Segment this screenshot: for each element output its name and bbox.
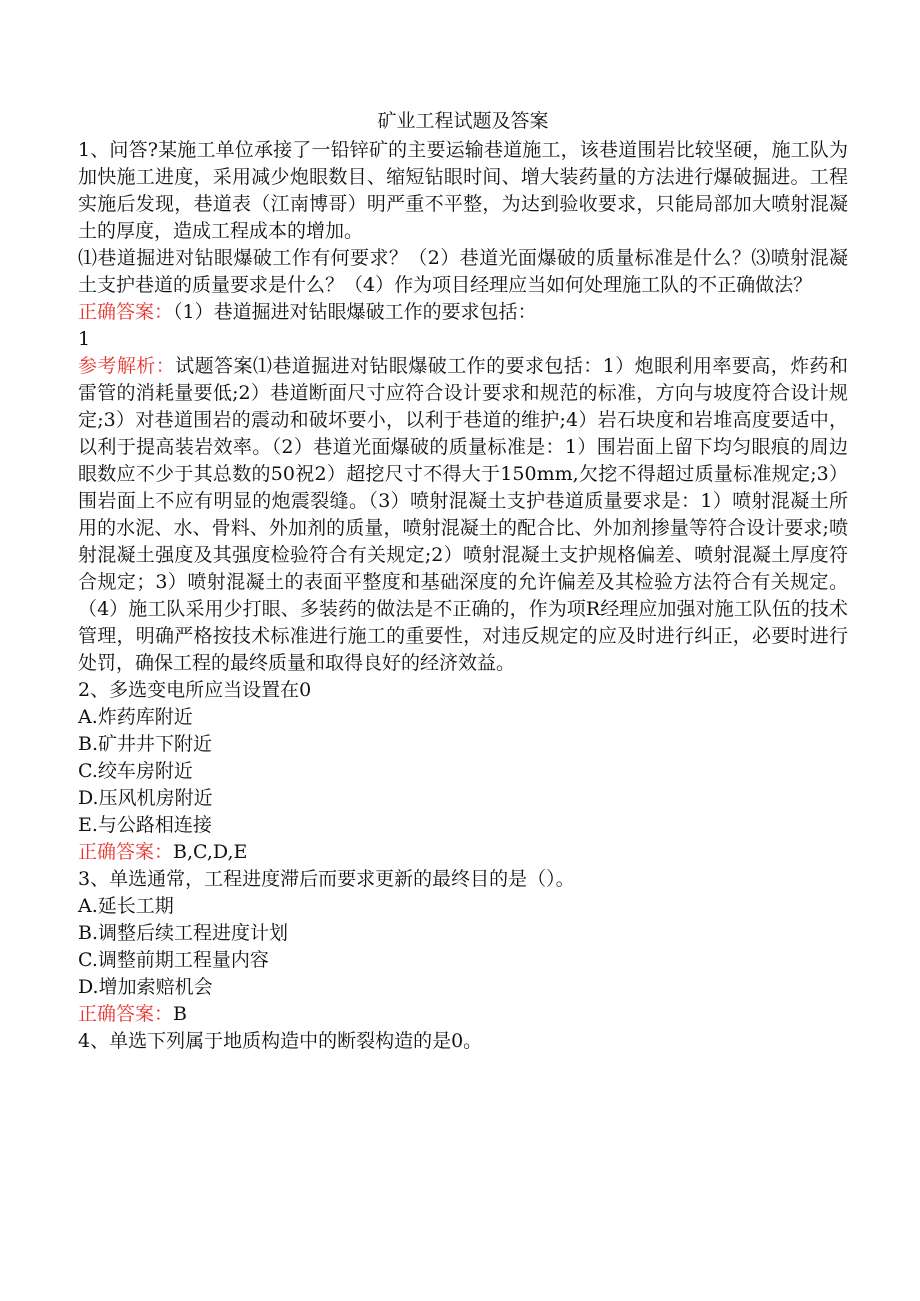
q2-stem: 2、多选变电所应当设置在0	[78, 679, 312, 701]
q4-stem: 4、单选下列属于地质构造中的断裂构造的是0。	[78, 1030, 483, 1052]
q2-option-b: B.矿井井下附近	[78, 733, 213, 755]
q1-analysis	[78, 353, 848, 677]
answer-label: 正确答案：	[78, 301, 174, 323]
q2-option-a: A.炸药库附近	[78, 706, 193, 728]
analysis-label: 参考解析：	[78, 355, 176, 377]
q3-option-b: B.调整后续工程进度计划	[78, 922, 289, 944]
answer-label: 正确答案：	[78, 841, 174, 863]
analysis-text: 试题答案⑴巷道掘进对钻眼爆破工作的要求包括：1）炮眼利用率要高，炸药和雷管的消耗量要低;2）巷道断面尺寸应符合设计要求和规范的标准，方向与坡度符合设计规定;3）对巷道围岩的震动和破坏要小，以利于巷道的维护;4）岩石块度和岩堆高度要适中，以利于提高装岩效率。（2）巷道光面爆破的质量标准是：1）围岩面上留下均匀眼痕的周边眼数应不少于其总数的50祝2）超挖尺寸不得大于150mm,欠挖不得超过质量标准规定;3）围岩面上不应有明显的炮震裂缝。（3）喷射混凝土支护巷道质量要求是：1）喷射混凝土所用的水泥、水、骨料、外加剂的质量，喷射混凝土的配合比、外加剂掺量等符合设计要求;喷射混凝土强度及其强度检验符合有关规定;2）喷射混凝土支护规格偏差、喷射混凝土厚度符合规定；3）喷射混凝土的表面平整度和基础深度的允许偏差及其检验方法符合有关规定。（4）施工队采用少打眼、多装药的做法是不正确的，作为项R经理应加强对施工队伍的技术管理，明确严格按技术标准进行施工的重要性，对违反规定的应及时进行纠正，必要时进行处罚，确保工程的最终质量和取得良好的经济效益。	[78, 355, 848, 674]
document-page	[78, 108, 848, 1055]
q3-answer	[78, 1001, 848, 1028]
answer-label: 正确答案：	[78, 1003, 174, 1025]
q2-answer	[78, 839, 848, 866]
q3-option-a: A.延长工期	[78, 895, 174, 917]
q1-stem: 1、问答?某施工单位承接了一铅锌矿的主要运输巷道施工，该巷道围岩比较坚硬，施工队为加快施工进度，采用减少炮眼数目、缩短钻眼时间、增大装药量的方法进行爆破掘进。工程实施后发现，巷道表（江南博哥）明严重不平整，为达到验收要求，只能局部加大喷射混凝土的厚度，造成工程成本的增加。	[78, 139, 848, 242]
q3-option-c: C.调整前期工程量内容	[78, 949, 269, 971]
q2-option-e: E.与公路相连接	[78, 814, 212, 836]
answer-text: B	[173, 1003, 187, 1025]
q3-stem: 3、单选通常，工程进度滞后而要求更新的最终目的是（）。	[78, 868, 575, 890]
q1-answer	[78, 299, 848, 326]
answer-text: B,C,D,E	[173, 841, 248, 863]
q3-option-d: D.增加索赔机会	[78, 976, 213, 998]
q2-option-d: D.压风机房附近	[78, 787, 213, 809]
answer-text: （1）巷道掘进对钻眼爆破工作的要求包括：	[173, 301, 537, 323]
q1-sub-questions: ⑴巷道掘进对钻眼爆破工作有何要求？（2）巷道光面爆破的质量标准是什么？⑶喷射混凝土支护巷道的质量要求是什么？（4）作为项目经理应当如何处理施工队的不正确做法？	[78, 247, 848, 296]
q2-option-c: C.绞车房附近	[78, 760, 193, 782]
q1-answer-extra: 1	[78, 328, 91, 350]
page-title: 矿业工程试题及答案	[377, 110, 549, 132]
